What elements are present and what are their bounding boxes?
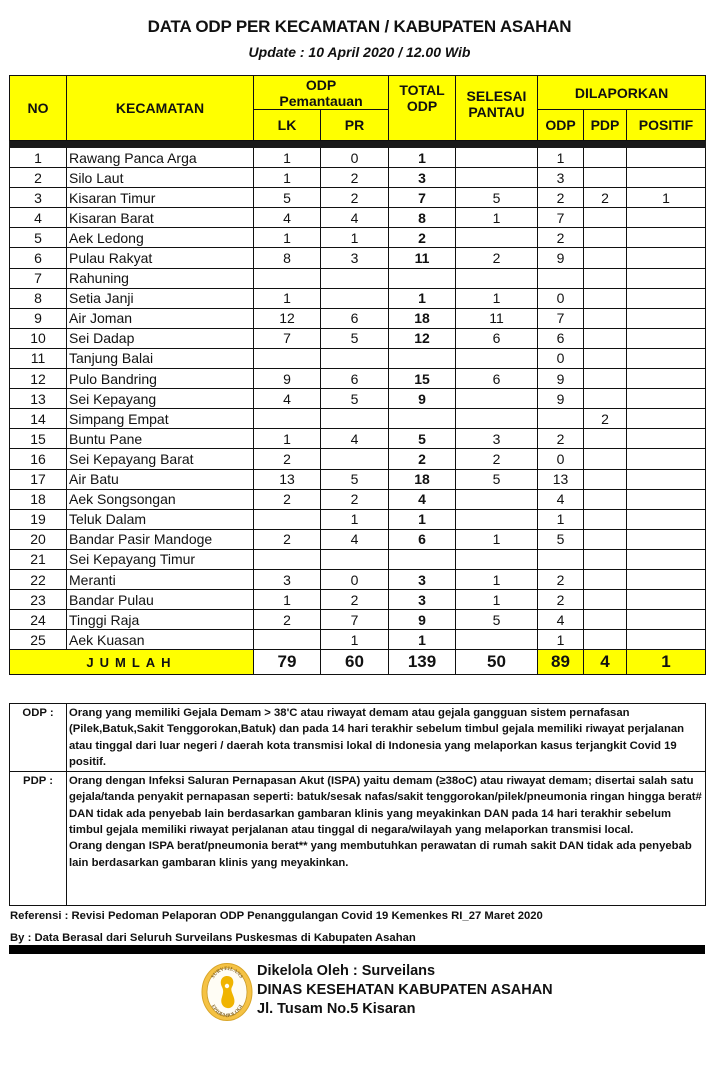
cell-selesai: 11: [456, 308, 538, 328]
cell-total: 1: [389, 509, 456, 529]
cell-positif: [627, 148, 706, 168]
cell-pr: [321, 449, 389, 469]
cell-kecamatan: Kisaran Timur: [67, 188, 254, 208]
cell-odp: 2: [538, 228, 584, 248]
cell-total: 2: [389, 449, 456, 469]
cell-pr: 4: [321, 208, 389, 228]
cell-lk: 1: [254, 590, 321, 610]
definitions-table: [9, 703, 706, 906]
cell-pdp: [584, 328, 627, 348]
cell-positif: [627, 328, 706, 348]
definition-label: PDP :: [10, 772, 67, 906]
cell-pdp: [584, 228, 627, 248]
cell-kecamatan: Tanjung Balai: [67, 348, 254, 368]
cell-no: 15: [10, 429, 67, 449]
cell-selesai: 6: [456, 369, 538, 389]
definition-text: Orang yang memiliki Gejala Demam > 38'C atau riwayat demam atau gejala gangguan sistem pernafasan (Pilek,Batuk,Sakit Tenggorokan,Batuk) dan pada 14 hari terakhir sebelum timbul gejala memiliki riwayat perjalanan atau tinggal dari luar negeri / daerah kota transmisi lokal di Indonesia yang melaporkan kasus terjangkit Covid 19 positif.: [69, 707, 685, 768]
cell-odp: 1: [538, 148, 584, 168]
cell-selesai: 5: [456, 610, 538, 630]
cell-selesai: [456, 268, 538, 288]
cell-selesai: 1: [456, 529, 538, 549]
cell-kecamatan: Sei Dadap: [67, 328, 254, 348]
cell-selesai: 1: [456, 288, 538, 308]
cell-selesai: [456, 509, 538, 529]
cell-odp: 1: [538, 509, 584, 529]
cell-odp: 0: [538, 288, 584, 308]
cell-pdp: [584, 348, 627, 368]
table-row: [10, 168, 706, 188]
table-row: [10, 208, 706, 228]
cell-selesai: [456, 348, 538, 368]
cell-lk: [254, 409, 321, 429]
cell-pr: 6: [321, 369, 389, 389]
cell-odp: 0: [538, 449, 584, 469]
cell-positif: [627, 449, 706, 469]
cell-no: 16: [10, 449, 67, 469]
cell-pdp: [584, 268, 627, 288]
cell-odp: 2: [538, 590, 584, 610]
table-row: [10, 610, 706, 630]
cell-pdp: [584, 449, 627, 469]
table-row: [10, 389, 706, 409]
total-dl-odp: 89: [538, 650, 584, 675]
col-header-pr: PR: [321, 110, 389, 141]
total-pr: 60: [321, 650, 389, 675]
cell-no: 21: [10, 549, 67, 569]
cell-no: 5: [10, 228, 67, 248]
cell-pdp: [584, 610, 627, 630]
cell-selesai: 1: [456, 208, 538, 228]
table-row: [10, 369, 706, 389]
cell-pdp: 2: [584, 188, 627, 208]
cell-positif: [627, 268, 706, 288]
cell-lk: [254, 268, 321, 288]
cell-total: 3: [389, 590, 456, 610]
cell-kecamatan: Rawang Panca Arga: [67, 148, 254, 168]
table-row: [10, 228, 706, 248]
cell-selesai: 5: [456, 188, 538, 208]
cell-lk: 13: [254, 469, 321, 489]
col-header-no: NO: [10, 76, 67, 141]
total-dl-pdp: 4: [584, 650, 627, 675]
cell-kecamatan: Pulau Rakyat: [67, 248, 254, 268]
cell-pr: 0: [321, 569, 389, 589]
cell-positif: [627, 469, 706, 489]
logo-text-top: SURVEILANS: [210, 965, 244, 980]
col-header-lk: LK: [254, 110, 321, 141]
cell-selesai: [456, 409, 538, 429]
cell-lk: [254, 348, 321, 368]
cell-no: 4: [10, 208, 67, 228]
cell-no: 20: [10, 529, 67, 549]
odp-group-line1: ODP: [305, 76, 337, 93]
cell-kecamatan: Rahuning: [67, 268, 254, 288]
definition-text: Orang dengan ISPA berat/pneumonia berat** yang membutuhkan perawatan di rumah sakit DAN tidak ada penyebab lain berdasarkan gambaran klinis yang meyakinkan.: [69, 840, 692, 869]
cell-no: 6: [10, 248, 67, 268]
cell-odp: 2: [538, 569, 584, 589]
cell-lk: 9: [254, 369, 321, 389]
cell-total: 3: [389, 569, 456, 589]
jumlah-label: JUMLAH: [10, 650, 254, 675]
total-total-odp: 139: [389, 650, 456, 675]
cell-kecamatan: Pulo Bandring: [67, 369, 254, 389]
cell-positif: [627, 569, 706, 589]
cell-lk: 2: [254, 529, 321, 549]
cell-lk: 12: [254, 308, 321, 328]
header-divider-band: [10, 141, 706, 148]
cell-total: 4: [389, 489, 456, 509]
cell-pdp: [584, 549, 627, 569]
cell-positif: [627, 208, 706, 228]
cell-lk: [254, 630, 321, 650]
cell-kecamatan: Setia Janji: [67, 288, 254, 308]
footer-agency: DINAS KESEHATAN KABUPATEN ASAHAN: [257, 982, 553, 998]
cell-odp: 9: [538, 369, 584, 389]
cell-total: 1: [389, 148, 456, 168]
cell-selesai: [456, 489, 538, 509]
table-row: [10, 489, 706, 509]
table-row: [10, 148, 706, 168]
cell-pr: [321, 409, 389, 429]
cell-pdp: [584, 429, 627, 449]
cell-positif: [627, 248, 706, 268]
cell-total: [389, 549, 456, 569]
cell-total: 1: [389, 630, 456, 650]
cell-positif: [627, 529, 706, 549]
cell-positif: [627, 389, 706, 409]
cell-no: 22: [10, 569, 67, 589]
cell-pdp: [584, 529, 627, 549]
cell-pr: 2: [321, 590, 389, 610]
table-row: [10, 569, 706, 589]
cell-odp: 0: [538, 348, 584, 368]
table-row: [10, 409, 706, 429]
definition-text: Orang dengan Infeksi Saluran Pernapasan Akut (ISPA) yaitu demam (≥38oC) atau riwayat demam; disertai salah satu gejala/tanda penyakit pernapasan seperti: batuk/sesak nafas/sakit tenggorokan/pilek/pneumonia ringan hingga berat# DAN tidak ada penyebab lain berdasarkan gambaran klinis yang meyakinkan DAN pada 14 hari terakhir sebelum timbul gejala memiliki riwayat perjalanan atau tinggal di negara/wilayah yang melaporkan transmisi local.: [69, 775, 702, 837]
cell-pr: 2: [321, 168, 389, 188]
cell-lk: 3: [254, 569, 321, 589]
cell-total: 18: [389, 308, 456, 328]
cell-kecamatan: Sei Kepayang: [67, 389, 254, 409]
cell-kecamatan: Aek Ledong: [67, 228, 254, 248]
cell-total: 9: [389, 389, 456, 409]
cell-kecamatan: Silo Laut: [67, 168, 254, 188]
cell-lk: 7: [254, 328, 321, 348]
cell-total: [389, 409, 456, 429]
cell-odp: 2: [538, 429, 584, 449]
table-row: [10, 529, 706, 549]
cell-total: 12: [389, 328, 456, 348]
cell-selesai: [456, 168, 538, 188]
cell-total: 1: [389, 288, 456, 308]
total-selesai: 50: [456, 650, 538, 675]
cell-positif: [627, 308, 706, 328]
cell-kecamatan: Sei Kepayang Barat: [67, 449, 254, 469]
logo-text-bottom: EPIDEMIOLOGI: [209, 1003, 245, 1020]
cell-pr: [321, 549, 389, 569]
cell-kecamatan: Teluk Dalam: [67, 509, 254, 529]
total-line2: ODP: [406, 98, 438, 114]
cell-total: [389, 268, 456, 288]
cell-total: 9: [389, 610, 456, 630]
cell-odp: [538, 409, 584, 429]
cell-odp: 6: [538, 328, 584, 348]
cell-lk: 5: [254, 188, 321, 208]
cell-kecamatan: Aek Songsongan: [67, 489, 254, 509]
cell-selesai: 6: [456, 328, 538, 348]
table-row: [10, 630, 706, 650]
cell-kecamatan: Bandar Pasir Mandoge: [67, 529, 254, 549]
cell-no: 25: [10, 630, 67, 650]
table-row: [10, 449, 706, 469]
cell-no: 17: [10, 469, 67, 489]
cell-odp: [538, 549, 584, 569]
cell-pdp: [584, 509, 627, 529]
selesai-line1: SELESAI: [466, 88, 527, 104]
cell-no: 9: [10, 308, 67, 328]
table-row: [10, 429, 706, 449]
cell-lk: 2: [254, 449, 321, 469]
cell-kecamatan: Simpang Empat: [67, 409, 254, 429]
cell-selesai: 5: [456, 469, 538, 489]
cell-positif: [627, 348, 706, 368]
cell-kecamatan: Buntu Pane: [67, 429, 254, 449]
cell-positif: [627, 489, 706, 509]
cell-total: 8: [389, 208, 456, 228]
footer-info: [257, 962, 553, 1019]
cell-selesai: 1: [456, 569, 538, 589]
table-row: [10, 509, 706, 529]
cell-total: [389, 348, 456, 368]
table-row: [10, 590, 706, 610]
cell-no: 18: [10, 489, 67, 509]
cell-odp: [538, 268, 584, 288]
cell-no: 19: [10, 509, 67, 529]
cell-positif: [627, 590, 706, 610]
cell-no: 7: [10, 268, 67, 288]
cell-positif: [627, 369, 706, 389]
divider-bar: [9, 945, 705, 954]
cell-no: 3: [10, 188, 67, 208]
cell-lk: 4: [254, 389, 321, 409]
cell-pdp: [584, 148, 627, 168]
cell-pr: 2: [321, 489, 389, 509]
col-header-dl-positif: POSITIF: [627, 110, 706, 141]
cell-pr: 2: [321, 188, 389, 208]
cell-kecamatan: Tinggi Raja: [67, 610, 254, 630]
cell-no: 23: [10, 590, 67, 610]
cell-lk: 1: [254, 288, 321, 308]
odp-data-table: [9, 75, 706, 675]
cell-odp: 3: [538, 168, 584, 188]
cell-positif: 1: [627, 188, 706, 208]
cell-pdp: [584, 569, 627, 589]
cell-selesai: [456, 630, 538, 650]
cell-odp: 9: [538, 389, 584, 409]
footer-managed-by: Dikelola Oleh : Surveilans: [257, 963, 436, 979]
cell-lk: [254, 549, 321, 569]
cell-lk: 1: [254, 148, 321, 168]
cell-selesai: 1: [456, 590, 538, 610]
cell-selesai: [456, 389, 538, 409]
cell-pr: 7: [321, 610, 389, 630]
col-header-kecamatan: KECAMATAN: [67, 76, 254, 141]
cell-pdp: [584, 308, 627, 328]
cell-positif: [627, 630, 706, 650]
table-row: [10, 348, 706, 368]
col-header-selesai-pantau: [456, 76, 538, 141]
cell-pdp: 2: [584, 409, 627, 429]
footer-address: Jl. Tusam No.5 Kisaran: [257, 1001, 416, 1017]
cell-kecamatan: Kisaran Barat: [67, 208, 254, 228]
cell-pdp: [584, 389, 627, 409]
source-text: By : Data Berasal dari Seluruh Surveilans Puskesmas di Kabupaten Asahan: [10, 932, 416, 944]
cell-odp: 7: [538, 308, 584, 328]
cell-lk: 1: [254, 228, 321, 248]
cell-pr: [321, 348, 389, 368]
cell-pdp: [584, 208, 627, 228]
cell-positif: [627, 288, 706, 308]
cell-pr: 0: [321, 148, 389, 168]
cell-pdp: [584, 168, 627, 188]
col-header-odp-pemantauan: [254, 76, 389, 110]
reference-text: Referensi : Revisi Pedoman Pelaporan ODP Penanggulangan Covid 19 Kemenkes RI_27 Maret 2020: [10, 910, 543, 922]
cell-lk: [254, 509, 321, 529]
cell-selesai: [456, 148, 538, 168]
cell-pr: 5: [321, 469, 389, 489]
cell-pdp: [584, 248, 627, 268]
cell-odp: 9: [538, 248, 584, 268]
cell-total: 6: [389, 529, 456, 549]
cell-total: 7: [389, 188, 456, 208]
table-row: [10, 308, 706, 328]
total-lk: 79: [254, 650, 321, 675]
cell-pr: 4: [321, 429, 389, 449]
cell-no: 2: [10, 168, 67, 188]
cell-kecamatan: Bandar Pulau: [67, 590, 254, 610]
update-timestamp: Update : 10 April 2020 / 12.00 Wib: [248, 44, 471, 60]
cell-no: 12: [10, 369, 67, 389]
cell-pr: 5: [321, 328, 389, 348]
cell-pr: 3: [321, 248, 389, 268]
table-row: [10, 328, 706, 348]
cell-positif: [627, 168, 706, 188]
cell-lk: 2: [254, 489, 321, 509]
cell-kecamatan: Air Batu: [67, 469, 254, 489]
cell-odp: 13: [538, 469, 584, 489]
definition-pdp: [10, 772, 706, 906]
col-header-dl-pdp: PDP: [584, 110, 627, 141]
cell-lk: 4: [254, 208, 321, 228]
cell-pdp: [584, 469, 627, 489]
surveilans-epidemiologi-logo-icon: [200, 962, 254, 1022]
cell-odp: 2: [538, 188, 584, 208]
total-row: [10, 650, 706, 675]
cell-lk: 2: [254, 610, 321, 630]
cell-selesai: 3: [456, 429, 538, 449]
cell-pr: 5: [321, 389, 389, 409]
cell-pr: 1: [321, 509, 389, 529]
col-header-total-odp: [389, 76, 456, 141]
cell-total: 11: [389, 248, 456, 268]
cell-odp: 5: [538, 529, 584, 549]
cell-selesai: 2: [456, 248, 538, 268]
cell-positif: [627, 228, 706, 248]
cell-pdp: [584, 590, 627, 610]
definition-odp: [10, 704, 706, 772]
cell-odp: 4: [538, 610, 584, 630]
cell-total: 15: [389, 369, 456, 389]
cell-kecamatan: Sei Kepayang Timur: [67, 549, 254, 569]
cell-kecamatan: Meranti: [67, 569, 254, 589]
col-header-dilaporkan: DILAPORKAN: [538, 76, 706, 110]
table-row: [10, 268, 706, 288]
table-row: [10, 248, 706, 268]
cell-no: 11: [10, 348, 67, 368]
cell-lk: 1: [254, 168, 321, 188]
cell-selesai: [456, 549, 538, 569]
cell-no: 10: [10, 328, 67, 348]
cell-positif: [627, 429, 706, 449]
cell-no: 1: [10, 148, 67, 168]
cell-no: 14: [10, 409, 67, 429]
cell-total: 2: [389, 228, 456, 248]
cell-pr: 1: [321, 630, 389, 650]
table-row: [10, 188, 706, 208]
cell-pdp: [584, 489, 627, 509]
cell-pr: 1: [321, 228, 389, 248]
cell-no: 8: [10, 288, 67, 308]
total-dl-positif: 1: [627, 650, 706, 675]
cell-lk: 1: [254, 429, 321, 449]
cell-lk: 8: [254, 248, 321, 268]
cell-pr: [321, 288, 389, 308]
cell-positif: [627, 409, 706, 429]
cell-kecamatan: Aek Kuasan: [67, 630, 254, 650]
cell-odp: 4: [538, 489, 584, 509]
cell-no: 24: [10, 610, 67, 630]
cell-pdp: [584, 369, 627, 389]
cell-positif: [627, 549, 706, 569]
cell-no: 13: [10, 389, 67, 409]
total-line1: TOTAL: [399, 82, 445, 98]
cell-selesai: [456, 228, 538, 248]
page-title: DATA ODP PER KECAMATAN / KABUPATEN ASAHAN: [147, 17, 572, 36]
cell-positif: [627, 509, 706, 529]
table-row: [10, 469, 706, 489]
cell-pdp: [584, 288, 627, 308]
cell-selesai: 2: [456, 449, 538, 469]
cell-total: 3: [389, 168, 456, 188]
cell-pr: 6: [321, 308, 389, 328]
cell-positif: [627, 610, 706, 630]
definition-label: ODP :: [10, 704, 67, 772]
table-row: [10, 288, 706, 308]
table-row: [10, 549, 706, 569]
cell-pr: [321, 268, 389, 288]
odp-group-line2: Pemantauan: [279, 92, 363, 109]
cell-odp: 1: [538, 630, 584, 650]
cell-kecamatan: Air Joman: [67, 308, 254, 328]
cell-odp: 7: [538, 208, 584, 228]
cell-total: 5: [389, 429, 456, 449]
selesai-line2: PANTAU: [468, 104, 525, 120]
cell-pdp: [584, 630, 627, 650]
cell-pr: 4: [321, 529, 389, 549]
col-header-dl-odp: ODP: [538, 110, 584, 141]
cell-total: 18: [389, 469, 456, 489]
